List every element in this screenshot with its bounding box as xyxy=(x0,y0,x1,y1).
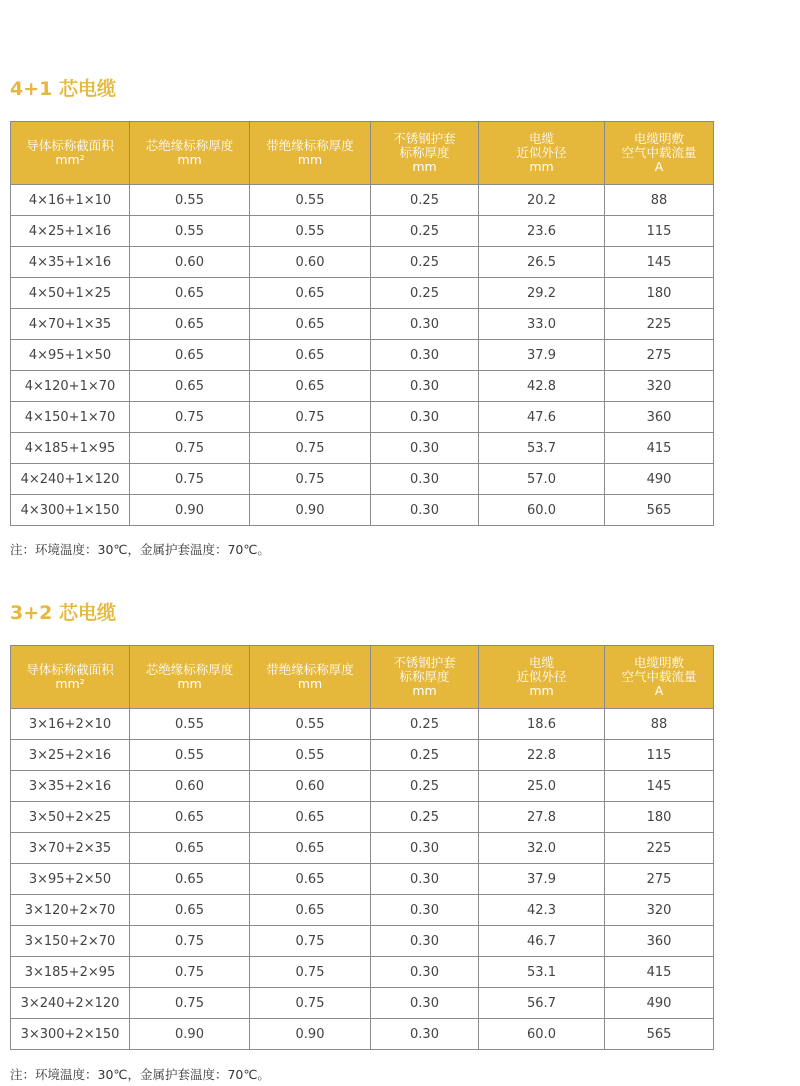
table-cell: 3×50+2×25 xyxy=(11,802,130,833)
table-cell: 0.30 xyxy=(371,926,479,957)
table-cell: 3×240+2×120 xyxy=(11,988,130,1019)
column-header-line: 电缆明敷 xyxy=(633,131,684,146)
table-cell: 23.6 xyxy=(479,216,605,247)
table-cell: 0.30 xyxy=(371,833,479,864)
table-cell: 4×50+1×25 xyxy=(11,278,130,309)
section-title-4plus1: 4+1 芯电缆 xyxy=(10,78,116,100)
table-cell: 0.65 xyxy=(250,864,371,895)
table-cell: 0.65 xyxy=(250,895,371,926)
table-row xyxy=(11,771,714,802)
table-cell: 3×300+2×150 xyxy=(11,1019,130,1050)
column-header xyxy=(11,122,130,185)
table-cell: 88 xyxy=(605,185,714,216)
table-header-row xyxy=(11,646,714,709)
table-cell: 46.7 xyxy=(479,926,605,957)
table-cell: 360 xyxy=(605,926,714,957)
table-row xyxy=(11,433,714,464)
table-cell: 20.2 xyxy=(479,185,605,216)
spec-table-4plus1 xyxy=(10,121,714,526)
column-header xyxy=(605,122,714,185)
column-header-line: 电缆 xyxy=(528,655,554,670)
table-cell: 0.75 xyxy=(130,433,250,464)
table-cell: 3×95+2×50 xyxy=(11,864,130,895)
table-cell: 0.75 xyxy=(250,957,371,988)
table-cell: 0.75 xyxy=(130,464,250,495)
column-header-line: mm² xyxy=(55,152,85,167)
table-row xyxy=(11,864,714,895)
table-cell: 0.65 xyxy=(130,864,250,895)
table-cell: 29.2 xyxy=(479,278,605,309)
table-row xyxy=(11,709,714,740)
column-header-line: 导体标称截面积 xyxy=(26,662,114,677)
table-cell: 0.30 xyxy=(371,402,479,433)
table-cell: 53.1 xyxy=(479,957,605,988)
table-cell: 3×120+2×70 xyxy=(11,895,130,926)
table-cell: 33.0 xyxy=(479,309,605,340)
table-cell: 4×185+1×95 xyxy=(11,433,130,464)
table-cell: 4×70+1×35 xyxy=(11,309,130,340)
table-cell: 42.8 xyxy=(479,371,605,402)
table-header-row xyxy=(11,122,714,185)
column-header-line: 标称厚度 xyxy=(399,669,450,684)
table-cell: 0.65 xyxy=(250,309,371,340)
table-cell: 0.65 xyxy=(130,895,250,926)
column-header-line: 不锈钢护套 xyxy=(393,131,456,146)
table-cell: 0.30 xyxy=(371,433,479,464)
table-cell: 0.65 xyxy=(250,371,371,402)
table-cell: 0.55 xyxy=(130,185,250,216)
table-cell: 0.60 xyxy=(130,771,250,802)
table-cell: 0.65 xyxy=(130,833,250,864)
column-header-line: 标称厚度 xyxy=(399,145,450,160)
table-cell: 415 xyxy=(605,957,714,988)
table-cell: 47.6 xyxy=(479,402,605,433)
column-header-line: 芯绝缘标称厚度 xyxy=(145,662,234,677)
column-header xyxy=(479,122,605,185)
table-cell: 0.65 xyxy=(130,340,250,371)
column-header-line: 不锈钢护套 xyxy=(393,655,456,670)
table-cell: 0.55 xyxy=(130,740,250,771)
column-header-line: 空气中载流量 xyxy=(621,145,697,160)
table-cell: 180 xyxy=(605,802,714,833)
table-cell: 225 xyxy=(605,833,714,864)
table-cell: 0.65 xyxy=(250,340,371,371)
table-cell: 60.0 xyxy=(479,1019,605,1050)
column-header-line: mm xyxy=(177,152,202,167)
table-cell: 320 xyxy=(605,895,714,926)
table-cell: 3×70+2×35 xyxy=(11,833,130,864)
table-cell: 53.7 xyxy=(479,433,605,464)
table-row xyxy=(11,278,714,309)
column-header-line: mm xyxy=(297,676,323,691)
table-row xyxy=(11,309,714,340)
table-cell: 0.65 xyxy=(250,278,371,309)
column-header-line: 空气中载流量 xyxy=(621,669,697,684)
table-row xyxy=(11,464,714,495)
table-cell: 0.55 xyxy=(250,185,371,216)
table-cell: 565 xyxy=(605,1019,714,1050)
table-cell: 4×95+1×50 xyxy=(11,340,130,371)
table-cell: 320 xyxy=(605,371,714,402)
table-row xyxy=(11,1019,714,1050)
table-cell: 0.75 xyxy=(130,926,250,957)
table-cell: 32.0 xyxy=(479,833,605,864)
table-cell: 0.75 xyxy=(130,402,250,433)
column-header-line: 近似外径 xyxy=(516,669,567,684)
table-cell: 145 xyxy=(605,247,714,278)
table-cell: 60.0 xyxy=(479,495,605,526)
column-header-line: 带绝缘标称厚度 xyxy=(266,138,354,153)
table-cell: 0.75 xyxy=(130,988,250,1019)
column-header-line: mm xyxy=(177,676,202,691)
table-cell: 0.30 xyxy=(371,309,479,340)
column-header-line: mm² xyxy=(55,676,85,691)
table-cell: 0.55 xyxy=(250,709,371,740)
table-cell: 0.75 xyxy=(250,464,371,495)
table-cell: 0.25 xyxy=(371,740,479,771)
table-cell: 490 xyxy=(605,988,714,1019)
column-header-line: 电缆明敷 xyxy=(633,655,684,670)
table-cell: 0.25 xyxy=(371,185,479,216)
table-cell: 57.0 xyxy=(479,464,605,495)
table-row xyxy=(11,402,714,433)
table-cell: 0.55 xyxy=(250,216,371,247)
table-note-4plus1: 注：环境温度：30℃，金属护套温度：70℃。 xyxy=(10,542,270,557)
column-header-line: 近似外径 xyxy=(516,145,567,160)
table-cell: 565 xyxy=(605,495,714,526)
table-row xyxy=(11,895,714,926)
table-cell: 0.30 xyxy=(371,988,479,1019)
table-cell: 0.25 xyxy=(371,247,479,278)
table-cell: 360 xyxy=(605,402,714,433)
table-cell: 4×150+1×70 xyxy=(11,402,130,433)
table-cell: 4×300+1×150 xyxy=(11,495,130,526)
column-header xyxy=(371,122,479,185)
column-header-line: mm xyxy=(297,152,323,167)
table-cell: 0.25 xyxy=(371,216,479,247)
table-row xyxy=(11,371,714,402)
table-cell: 0.30 xyxy=(371,340,479,371)
column-header xyxy=(130,122,250,185)
table-cell: 0.30 xyxy=(371,495,479,526)
table-cell: 0.75 xyxy=(250,926,371,957)
table-cell: 0.75 xyxy=(130,957,250,988)
table-cell: 0.25 xyxy=(371,278,479,309)
table-cell: 4×120+1×70 xyxy=(11,371,130,402)
table-cell: 0.65 xyxy=(130,371,250,402)
table-cell: 42.3 xyxy=(479,895,605,926)
table-cell: 0.60 xyxy=(130,247,250,278)
table-cell: 27.8 xyxy=(479,802,605,833)
table-cell: 0.55 xyxy=(130,709,250,740)
table-cell: 180 xyxy=(605,278,714,309)
table-row xyxy=(11,957,714,988)
table-cell: 4×16+1×10 xyxy=(11,185,130,216)
table-cell: 3×185+2×95 xyxy=(11,957,130,988)
column-header-line: mm xyxy=(412,159,437,174)
column-header-line: 带绝缘标称厚度 xyxy=(266,662,354,677)
table-cell: 415 xyxy=(605,433,714,464)
table-row xyxy=(11,926,714,957)
column-header-line: A xyxy=(654,683,664,698)
column-header xyxy=(371,646,479,709)
table-cell: 0.55 xyxy=(130,216,250,247)
table-row xyxy=(11,833,714,864)
table-row xyxy=(11,340,714,371)
table-cell: 0.60 xyxy=(250,771,371,802)
table-cell: 0.75 xyxy=(250,402,371,433)
table-cell: 3×150+2×70 xyxy=(11,926,130,957)
column-header xyxy=(130,646,250,709)
table-row xyxy=(11,495,714,526)
table-cell: 0.30 xyxy=(371,1019,479,1050)
table-cell: 0.90 xyxy=(130,1019,250,1050)
table-cell: 3×35+2×16 xyxy=(11,771,130,802)
table-cell: 0.30 xyxy=(371,864,479,895)
table-cell: 0.30 xyxy=(371,895,479,926)
table-cell: 0.75 xyxy=(250,988,371,1019)
table-cell: 0.30 xyxy=(371,464,479,495)
table-cell: 25.0 xyxy=(479,771,605,802)
table-cell: 26.5 xyxy=(479,247,605,278)
column-header xyxy=(250,122,371,185)
column-header xyxy=(605,646,714,709)
table-cell: 0.75 xyxy=(250,433,371,464)
table-cell: 0.65 xyxy=(250,802,371,833)
table-row xyxy=(11,247,714,278)
table-cell: 115 xyxy=(605,216,714,247)
table-cell: 4×35+1×16 xyxy=(11,247,130,278)
spec-table-3plus2 xyxy=(10,645,714,1050)
table-cell: 0.30 xyxy=(371,957,479,988)
column-header-line: A xyxy=(654,159,664,174)
table-cell: 0.25 xyxy=(371,709,479,740)
table-cell: 0.65 xyxy=(130,278,250,309)
table-cell: 0.60 xyxy=(250,247,371,278)
table-cell: 0.25 xyxy=(371,771,479,802)
table-row xyxy=(11,802,714,833)
column-header xyxy=(250,646,371,709)
table-row xyxy=(11,740,714,771)
table-cell: 275 xyxy=(605,340,714,371)
column-header-line: 导体标称截面积 xyxy=(26,138,114,153)
table-cell: 275 xyxy=(605,864,714,895)
table-cell: 0.90 xyxy=(250,495,371,526)
table-cell: 0.65 xyxy=(250,833,371,864)
table-cell: 0.90 xyxy=(250,1019,371,1050)
table-cell: 4×240+1×120 xyxy=(11,464,130,495)
table-cell: 4×25+1×16 xyxy=(11,216,130,247)
table-cell: 115 xyxy=(605,740,714,771)
table-cell: 490 xyxy=(605,464,714,495)
table-cell: 3×16+2×10 xyxy=(11,709,130,740)
table-row xyxy=(11,988,714,1019)
column-header-line: mm xyxy=(529,683,554,698)
column-header xyxy=(11,646,130,709)
table-cell: 0.90 xyxy=(130,495,250,526)
column-header-line: mm xyxy=(412,683,437,698)
table-note-3plus2: 注：环境温度：30℃，金属护套温度：70℃。 xyxy=(10,1067,270,1082)
column-header xyxy=(479,646,605,709)
table-cell: 18.6 xyxy=(479,709,605,740)
column-header-line: 芯绝缘标称厚度 xyxy=(145,138,234,153)
table-row xyxy=(11,216,714,247)
table-cell: 0.25 xyxy=(371,802,479,833)
table-cell: 22.8 xyxy=(479,740,605,771)
section-title-3plus2: 3+2 芯电缆 xyxy=(10,602,116,624)
table-cell: 0.65 xyxy=(130,802,250,833)
table-cell: 0.55 xyxy=(250,740,371,771)
table-cell: 37.9 xyxy=(479,340,605,371)
table-cell: 0.65 xyxy=(130,309,250,340)
table-cell: 37.9 xyxy=(479,864,605,895)
column-header-line: 电缆 xyxy=(528,131,554,146)
table-row xyxy=(11,185,714,216)
table-cell: 145 xyxy=(605,771,714,802)
table-cell: 56.7 xyxy=(479,988,605,1019)
column-header-line: mm xyxy=(529,159,554,174)
table-cell: 88 xyxy=(605,709,714,740)
table-cell: 225 xyxy=(605,309,714,340)
table-cell: 3×25+2×16 xyxy=(11,740,130,771)
table-cell: 0.30 xyxy=(371,371,479,402)
